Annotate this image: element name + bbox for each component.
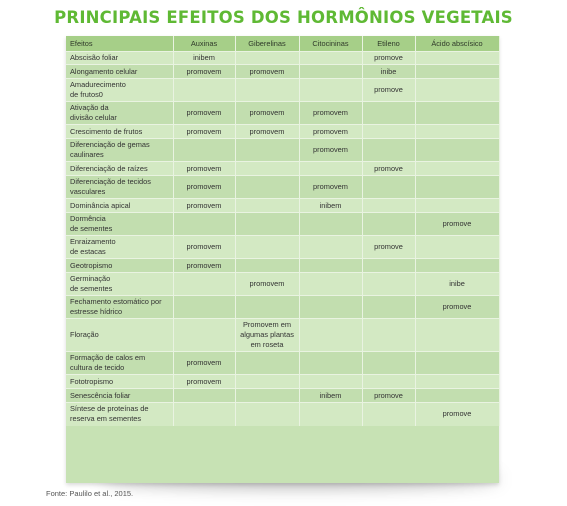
effect-value-cell [299,273,362,296]
effect-label: Dominância apical [70,200,131,210]
effect-value-cell [299,296,362,319]
effect-label: Germinação [70,274,111,283]
effect-value-cell: promovem [173,176,235,199]
effect-value-cell [235,389,299,403]
effect-value-cell [173,319,235,352]
effect-cell [66,199,173,213]
effect-value-cell [235,375,299,389]
table-header-row [66,36,499,52]
effect-value-cell [235,199,299,213]
effect-cell [66,162,173,176]
table-row [66,389,499,403]
effect-value-cell [299,52,362,65]
effect-value-cell [362,102,415,125]
effect-value-cell [235,79,299,102]
table-row [66,273,499,296]
table-row [66,79,499,102]
effect-label: Amadurecimento [70,80,126,89]
effect-label: Diferenciação de gemas [70,140,150,149]
effect-value-cell [235,139,299,162]
effect-label: vasculares [70,187,106,196]
effect-value-cell: promove [362,79,415,102]
table-row [66,236,499,259]
table-row [66,375,499,389]
header-acido-abscisico: Ácido abscísico [415,36,499,52]
effect-value-cell [362,375,415,389]
effect-value-cell: promovem [235,273,299,296]
table-row [66,102,499,125]
effect-cell [66,389,173,403]
effect-value-cell [415,176,499,199]
effect-label: Enraizamento [70,237,116,246]
effect-label: Ativação da [70,103,109,112]
effect-value-cell: promovem [173,236,235,259]
effect-cell [66,403,173,426]
effect-value-cell [235,296,299,319]
effect-label: caulinares [70,150,104,159]
effect-label: Abscisão foliar [70,53,119,62]
effect-cell [66,273,173,296]
header-efeitos: Efeitos [66,36,173,52]
effect-value-cell [415,79,499,102]
effect-value-cell: promovem [299,139,362,162]
table-row [66,125,499,139]
effect-label: Formação de calos em [70,353,146,362]
table-row [66,403,499,426]
effect-value-cell: inibem [299,199,362,213]
effect-value-cell [362,296,415,319]
effect-value-cell [362,352,415,375]
effect-value-cell [235,403,299,426]
header-etileno: Etileno [362,36,415,52]
effect-cell [66,319,173,352]
effect-value-cell [173,273,235,296]
effect-label: Fechamento estomático por [70,297,162,306]
effect-label: Diferenciação de tecidos [70,177,151,186]
effect-value-cell: promovem [173,259,235,273]
effect-value-cell: promove [415,213,499,236]
table-row [66,213,499,236]
effect-value-cell [415,139,499,162]
hormone-effects-table-container [66,36,499,483]
effect-value-cell [299,65,362,79]
effect-value-cell [299,259,362,273]
effect-label: cultura de tecido [70,363,125,372]
effect-label: Senescência foliar [70,390,131,400]
table-row [66,352,499,375]
table-row [66,319,499,352]
effect-value-cell: promovem [173,162,235,176]
effect-label: Crescimento de frutos [70,126,143,136]
hormone-effects-table [66,36,500,426]
effect-value-cell [415,102,499,125]
effect-value-cell: promove [362,236,415,259]
effect-value-cell [362,199,415,213]
effect-value-cell: promove [362,162,415,176]
effect-value-cell: promovem [235,65,299,79]
effect-cell [66,375,173,389]
effect-value-cell [299,403,362,426]
effect-value-cell [415,52,499,65]
effect-value-cell: promovem [173,199,235,213]
effect-value-cell [415,352,499,375]
effect-value-cell [235,213,299,236]
effect-value-cell [362,139,415,162]
effect-label: Dormência [70,214,106,223]
effect-cell [66,139,173,162]
effect-cell [66,79,173,102]
effect-value-cell [415,236,499,259]
effect-value-cell [415,162,499,176]
effect-value-cell [173,403,235,426]
effect-label: de estacas [70,247,106,256]
effect-label: estresse hídrico [70,307,123,316]
effect-value-cell: inibem [299,389,362,403]
effect-value-cell [299,236,362,259]
effect-value-cell [362,319,415,352]
effect-label: de sementes [70,224,113,233]
effect-value-cell [362,403,415,426]
effect-value-cell [362,273,415,296]
effect-value-cell [235,236,299,259]
table-row [66,296,499,319]
table-row [66,52,499,65]
header-citocininas: Citocininas [299,36,362,52]
effect-label: divisão celular [70,113,117,122]
effect-value-cell [415,319,499,352]
effect-value-cell: Promovem em algumas plantas em roseta [235,319,299,352]
effect-value-cell [415,125,499,139]
effect-value-cell: promovem [173,65,235,79]
effect-label: reserva em sementes [70,414,142,424]
effect-cell [66,176,173,199]
effect-label: Geotropismo [70,260,113,270]
effect-value-cell [299,213,362,236]
table-row [66,162,499,176]
page-title: PRINCIPAIS EFEITOS DOS HORMÔNIOS VEGETAIS [54,8,513,27]
effect-value-cell: promovem [299,102,362,125]
effect-label: de frutos0 [70,90,103,99]
effect-value-cell [415,199,499,213]
effect-value-cell: promove [362,52,415,65]
effect-label: Alongamento celular [70,66,138,76]
effect-value-cell [415,65,499,79]
effect-value-cell: promove [362,389,415,403]
effect-value-cell [235,162,299,176]
effect-cell [66,236,173,259]
effect-label: Síntese de proteínas de [70,404,149,414]
effect-label: Fototropismo [70,376,114,386]
effect-value-cell [299,375,362,389]
effect-value-cell [362,213,415,236]
table-row [66,176,499,199]
effect-value-cell [362,176,415,199]
effect-value-cell: promovem [173,375,235,389]
effect-value-cell [235,259,299,273]
effect-value-cell: promovem [173,102,235,125]
effect-cell [66,125,173,139]
effect-value-cell [299,162,362,176]
effect-value-cell [173,213,235,236]
effect-value-cell: promovem [299,125,362,139]
effect-cell [66,102,173,125]
effect-value-cell [173,296,235,319]
effect-cell [66,352,173,375]
effect-label: Diferenciação de raízes [70,163,148,173]
effect-value-cell: promovem [299,176,362,199]
effect-value-cell: inibe [415,273,499,296]
effect-value-cell [173,389,235,403]
table-row [66,199,499,213]
source-citation: Fonte: Paulilo et al., 2015. [46,489,134,498]
effect-label: de sementes [70,284,113,293]
effect-value-cell: promove [415,296,499,319]
effect-value-cell: promovem [235,125,299,139]
header-auxinas: Auxinas [173,36,235,52]
effect-cell [66,65,173,79]
effect-value-cell [415,389,499,403]
effect-cell [66,259,173,273]
effect-value-cell [299,79,362,102]
effect-value-cell [415,259,499,273]
table-row [66,139,499,162]
effect-value-cell [299,352,362,375]
effect-value-cell [173,139,235,162]
table-row [66,65,499,79]
effect-value-cell [235,176,299,199]
effect-cell [66,52,173,65]
effect-value-cell: promovem [173,352,235,375]
effect-label: Floração [70,330,99,339]
effect-value-cell: promovem [235,102,299,125]
table-row [66,259,499,273]
effect-value-cell [173,79,235,102]
effect-cell [66,213,173,236]
effect-value-cell [362,259,415,273]
header-giberelinas: Giberelinas [235,36,299,52]
effect-value-cell: inibe [362,65,415,79]
effect-value-cell [235,52,299,65]
effect-value-cell [299,319,362,352]
effect-value-cell [362,125,415,139]
effect-value-cell [415,375,499,389]
effect-value-cell: promove [415,403,499,426]
effect-value-cell: inibem [173,52,235,65]
effect-value-cell: promovem [173,125,235,139]
effect-cell [66,296,173,319]
effect-value-cell [235,352,299,375]
